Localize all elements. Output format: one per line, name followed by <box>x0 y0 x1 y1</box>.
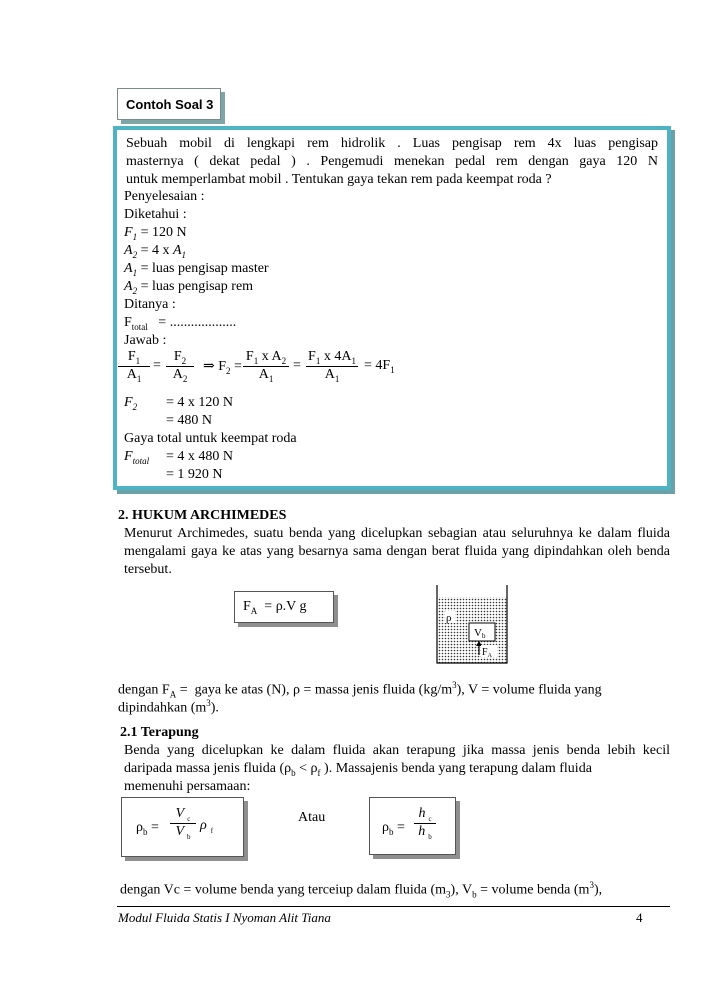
explain-1-end: ), V = volume fluida yang <box>456 682 602 698</box>
terapung-bottom-line: dengan Vc = volume benda yang terceiup dalam fluida $(m_3)$, $V_b$ = volume benda $(m^3)$, <box>120 880 603 900</box>
explain-1-text: gaya ke atas (N), ρ = massa jenis fluida (kg/m <box>194 682 453 698</box>
rho-fluid-1: ρ $_f$ <box>200 818 214 835</box>
terapung-para-2-end: ). Massajenis benda yang terapung dalam fluida <box>320 761 592 776</box>
implies-f2: ⇒ $F_2$ = <box>203 359 242 376</box>
density-formula-box-1 <box>121 797 244 857</box>
bottom-line-end: = volume benda (m <box>476 882 590 898</box>
question-line-2: masternya ( dekat pedal ) . Pengemudi menekan pedal rem dengan gaya 120 N <box>126 154 658 169</box>
archimedes-formula: $F_A = \rho.V$ g <box>243 599 307 616</box>
f1-value: = 120 N <box>140 225 187 240</box>
ftotal-symbol: $F_{total}$ <box>124 449 150 466</box>
archimedes-figure <box>435 583 509 665</box>
archimedes-formula-rhs: = ρ.V g <box>264 599 307 614</box>
terapung-para-1: Benda yang dicelupkan ke dalam fluida akan terapung jika massa jenis benda lebih kecil <box>124 743 670 758</box>
question-line-3: untuk memperlambat mobil . Tentukan gaya tekan rem pada keempat roda ? <box>126 172 552 187</box>
footer-rule <box>117 906 670 907</box>
calc-line-1: = 4 x 120 N <box>166 395 234 410</box>
f1-line: $F_1 = 120$ N <box>124 225 187 242</box>
calc-line-2: = 480 N <box>166 413 213 428</box>
ftotal-asked: = ................... <box>158 315 237 330</box>
page-number: 4 <box>636 910 643 925</box>
archimedes-heading: 2. HUKUM ARCHIMEDES <box>118 508 287 523</box>
ftotal-asked-line: $F_{total}$ = ................... <box>124 315 237 332</box>
a2-value: = 4 x <box>140 243 170 258</box>
equals-1: = <box>153 358 161 373</box>
buoyant-force-label: $F_A$ <box>482 647 492 659</box>
a1-desc-line: $A_1$ = luas pengisap master <box>124 261 269 278</box>
question-line-1: Sebuah mobil di lengkapi rem hidrolik . Luas pengisap rem 4x luas pengisap <box>126 136 658 151</box>
total-line-2: = 1 920 N <box>166 467 223 482</box>
block-volume-label: Vb <box>474 627 486 640</box>
a2-desc-line: $A_2$ = luas pengisap rem <box>124 279 254 296</box>
solution-label: Penyelesaian : <box>124 189 205 204</box>
height-fraction: h $_c$ h $_b$ <box>414 806 436 841</box>
frac-f1a2-a1: $F_1$ x $A_2$ $A_1$ <box>243 349 289 384</box>
answer-label: Jawab : <box>124 333 167 348</box>
total-label: Gaya total untuk keempat roda <box>124 431 297 446</box>
a2-line: $A_2 = 4$ x $A_1$ <box>124 243 187 260</box>
frac-f1-a1: $F_1$ $A_1$ <box>118 349 150 384</box>
explain-2-end: ). <box>210 700 219 716</box>
fluid-density-label: ρ <box>446 612 452 624</box>
f2-symbol: $F_2$ <box>124 395 138 412</box>
archimedes-para-3: tersebut. <box>124 562 172 577</box>
terapung-heading: 2.1 Terapung <box>120 725 199 740</box>
bottom-line-mid: ), V <box>450 882 473 898</box>
terapung-para-2-mid: < ρ <box>295 761 318 776</box>
archimedes-explain-2: dipindahkan $(m^3)$. <box>118 698 219 716</box>
terapung-para-2: daripada massa jenis fluida ($\rho_b < \rho_f$ ). Massajenis benda yang terapung dalam fluida <box>124 761 592 778</box>
example-tag: Contoh Soal 3 <box>117 88 221 120</box>
known-label: Diketahui : <box>124 207 187 222</box>
frac-f14a1-a1: $F_1$ x $4A_1$ $A_1$ <box>306 349 358 384</box>
bottom-line-close: ), <box>593 882 603 898</box>
volume-fraction: V $_c$ V $_b$ <box>170 806 196 841</box>
archimedes-explain-1: dengan $F_A$ = gaya ke atas (N), ρ = massa jenis fluida $(kg/m^3)$, V = volume fluida yang <box>118 680 602 700</box>
archimedes-formula-box <box>234 591 334 623</box>
a2-desc: = luas pengisap rem <box>140 279 254 294</box>
archimedes-para-2: mengalami gaya ke atas yang besarnya sama dengan berat fluida yang dipindahkan oleh benda <box>124 544 670 559</box>
terapung-para-2-start: daripada massa jenis fluida (ρ <box>124 761 292 776</box>
rho-b-equals-2: $\rho_b$ = <box>382 820 405 837</box>
or-label: Atau <box>298 810 326 825</box>
archimedes-para-1: Menurut Archimedes, suatu benda yang dicelupkan sebagian atau seluruhnya ke dalam fluida <box>124 526 670 541</box>
asked-label: Ditanya : <box>124 297 176 312</box>
rho-b-equals-1: $\rho_b$ = <box>136 820 159 837</box>
result-4f1: = $4F_1$ <box>364 358 395 375</box>
frac-f2-a2: $F_2$ $A_2$ <box>166 349 194 384</box>
a1-desc: = luas pengisap master <box>140 261 269 276</box>
density-formula-box-2 <box>369 797 456 855</box>
terapung-para-3: memenuhi persamaan: <box>124 779 251 794</box>
footer-module-title: Modul Fluida Statis I Nyoman Alit Tiana <box>118 910 331 925</box>
bottom-line-start: dengan Vc = volume benda yang terceiup dalam fluida (m <box>120 882 447 898</box>
total-line-1: = 4 x 480 N <box>166 449 234 464</box>
equals-2: = <box>293 358 301 373</box>
explain-2-text: dipindahkan (m <box>118 700 207 716</box>
